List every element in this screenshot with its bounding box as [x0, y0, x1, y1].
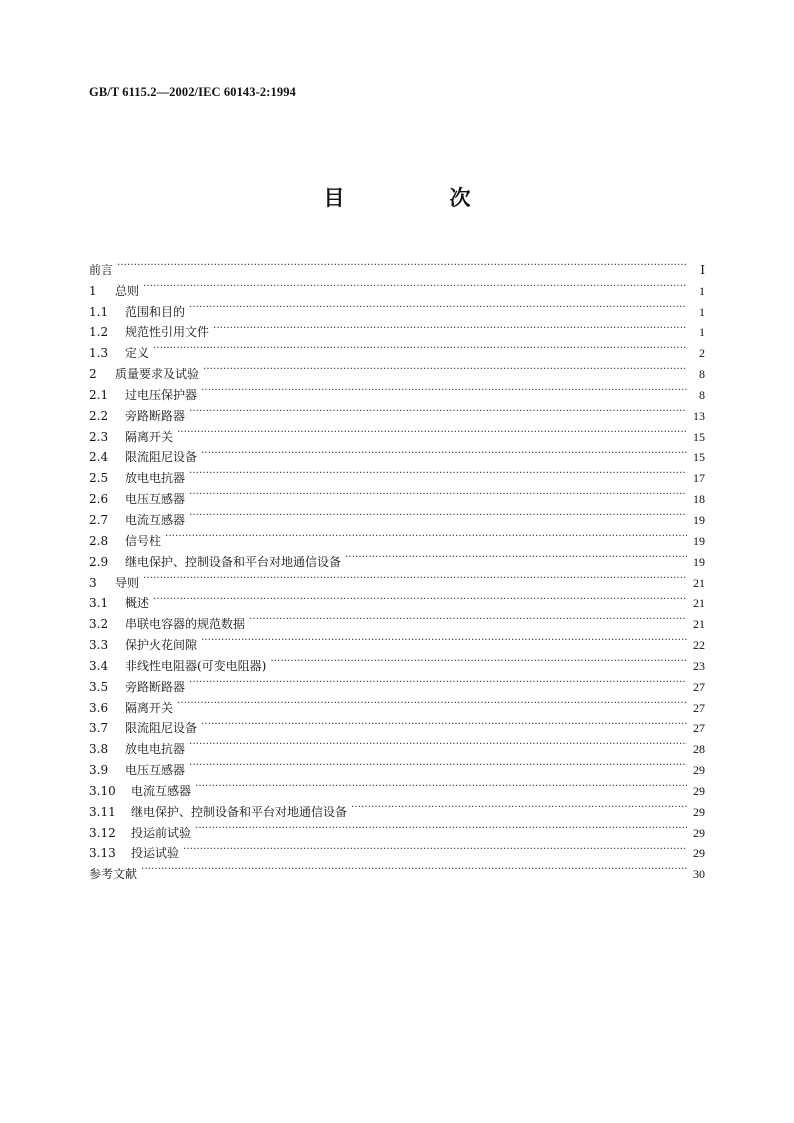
- toc-entry[interactable]: [89, 295, 705, 319]
- toc-dot-leader: [189, 503, 687, 524]
- toc-entry-label: 导则: [115, 575, 140, 590]
- toc-entry-page-number: 23: [693, 658, 705, 673]
- toc-dot-leader: [345, 545, 687, 566]
- toc-entry-label: 隔离开关: [125, 429, 174, 444]
- toc-entry-number: 3: [89, 575, 97, 590]
- toc-dot-leader: [143, 274, 687, 295]
- table-of-contents: [89, 253, 705, 882]
- toc-entry-label: 限流阻尼设备: [125, 721, 198, 736]
- toc-entry-label: 前言: [89, 262, 114, 277]
- toc-dot-leader: [189, 461, 687, 482]
- toc-dot-leader: [270, 649, 687, 670]
- toc-entry-label: 质量要求及试验: [115, 367, 200, 382]
- toc-entry-number: 2.4: [89, 450, 109, 465]
- toc-dot-leader: [201, 628, 687, 649]
- toc-entry-label: 限流阻尼设备: [125, 450, 198, 465]
- toc-entry-number: 2.9: [89, 554, 109, 569]
- toc-entry[interactable]: [89, 336, 705, 361]
- toc-entry-number: 3.13: [89, 846, 116, 861]
- toc-entry[interactable]: [89, 420, 705, 444]
- toc-entry-number: 1.2: [89, 325, 109, 340]
- toc-entry-label: 范围和目的: [125, 304, 186, 319]
- toc-entry-number: 2.8: [89, 533, 109, 548]
- toc-entry-label: 电流互感器: [131, 783, 192, 798]
- toc-entry-page-number: 27: [693, 700, 705, 715]
- toc-entry-number: 1.1: [89, 304, 109, 319]
- toc-entry-page-number: 29: [693, 783, 705, 798]
- toc-entry[interactable]: [89, 587, 705, 611]
- toc-entry-page-number: 15: [693, 429, 705, 444]
- toc-entry-number: 3.1: [89, 596, 109, 611]
- toc-entry-page-number: 29: [693, 763, 705, 778]
- toc-dot-leader: [189, 753, 687, 774]
- toc-entry[interactable]: [89, 274, 705, 298]
- toc-entry[interactable]: [89, 524, 705, 548]
- toc-entry-page-number: 18: [693, 492, 705, 507]
- toc-entry-label: 电压互感器: [125, 492, 186, 507]
- toc-entry-page-number: 1: [699, 304, 705, 319]
- toc-entry-page-number: 1: [699, 283, 705, 298]
- toc-entry-number: 3.10: [89, 783, 116, 798]
- toc-entry-page-number: 8: [699, 367, 705, 382]
- toc-entry-label: 旁路断路器: [125, 679, 186, 694]
- toc-entry-number: 3.12: [89, 825, 116, 840]
- toc-dot-leader: [153, 587, 687, 608]
- toc-entry[interactable]: [89, 441, 705, 465]
- toc-entry-number: 2.6: [89, 492, 109, 507]
- toc-entry-page-number: 22: [693, 638, 705, 653]
- toc-dot-leader: [203, 357, 687, 378]
- toc-dot-leader: [195, 816, 687, 837]
- toc-entry-page-number: 21: [693, 575, 705, 590]
- toc-dot-leader: [165, 524, 687, 545]
- toc-entry-page-number: 30: [693, 867, 705, 882]
- toc-entry-number: 2.1: [89, 387, 109, 402]
- toc-entry-label: 电压互感器: [125, 763, 186, 778]
- toc-entry-page-number: 2: [699, 346, 705, 361]
- toc-entry-label: 保护火花间隙: [125, 638, 198, 653]
- toc-entry-page-number: 8: [699, 387, 705, 402]
- toc-entry-label: 继电保护、控制设备和平台对地通信设备: [125, 554, 342, 569]
- toc-dot-leader: [189, 670, 687, 691]
- toc-entry-page-number: 29: [693, 825, 705, 840]
- toc-entry-number: 3.8: [89, 742, 109, 757]
- toc-dot-leader: [213, 316, 687, 337]
- toc-entry-label: 信号柱: [125, 533, 162, 548]
- toc-entry[interactable]: [89, 545, 705, 569]
- toc-dot-leader: [201, 378, 687, 399]
- toc-entry-number: 1: [89, 283, 97, 298]
- toc-dot-leader: [189, 482, 687, 503]
- toc-entry[interactable]: [89, 253, 705, 277]
- toc-dot-leader: [177, 691, 687, 712]
- toc-entry-label: 非线性电阻器(可变电阻器): [125, 658, 267, 673]
- toc-dot-leader: [141, 857, 687, 878]
- toc-entry-label: 参考文献: [89, 867, 138, 882]
- toc-entry-number: 3.7: [89, 721, 109, 736]
- toc-entry-number: 2.3: [89, 429, 109, 444]
- toc-dot-leader: [189, 732, 687, 753]
- toc-entry-page-number: 15: [693, 450, 705, 465]
- toc-entry-page-number: 27: [693, 679, 705, 694]
- toc-dot-leader: [195, 774, 687, 795]
- toc-entry-label: 旁路断路器: [125, 408, 186, 423]
- toc-entry-page-number: 17: [693, 471, 705, 486]
- toc-entry-number: 2.7: [89, 512, 109, 527]
- toc-dot-leader: [249, 607, 687, 628]
- toc-entry-label: 串联电容器的规范数据: [125, 617, 246, 632]
- toc-entry-page-number: 19: [693, 533, 705, 548]
- toc-entry[interactable]: [89, 607, 705, 632]
- toc-entry-page-number: 29: [693, 846, 705, 861]
- toc-entry-label: 放电电抗器: [125, 471, 186, 486]
- toc-entry[interactable]: [89, 691, 705, 715]
- toc-entry-number: 3.5: [89, 679, 109, 694]
- page-title: 目 次: [323, 186, 513, 210]
- toc-entry[interactable]: [89, 566, 705, 590]
- toc-entry-label: 隔离开关: [125, 700, 174, 715]
- toc-entry-label: 继电保护、控制设备和平台对地通信设备: [131, 804, 348, 819]
- toc-entry-page-number: 28: [693, 742, 705, 757]
- toc-entry[interactable]: [89, 857, 705, 882]
- toc-dot-leader: [189, 295, 687, 316]
- toc-entry-number: 2.2: [89, 408, 109, 423]
- toc-entry-label: 电流互感器: [125, 512, 186, 527]
- toc-entry-page-number: 27: [693, 721, 705, 736]
- toc-entry-number: 3.11: [89, 804, 116, 819]
- toc-entry-label: 投运试验: [131, 846, 180, 861]
- standard-code-header: GB/T 6115.2—2002/IEC 60143-2:1994: [89, 85, 296, 99]
- toc-dot-leader: [153, 336, 687, 357]
- toc-dot-leader: [117, 253, 687, 274]
- toc-entry-label: 定义: [125, 346, 150, 361]
- toc-entry-number: 3.6: [89, 700, 109, 715]
- toc-dot-leader: [201, 441, 687, 462]
- toc-entry-label: 总则: [115, 283, 140, 298]
- toc-entry-number: 3.2: [89, 617, 109, 632]
- toc-entry-number: 3.4: [89, 658, 109, 673]
- toc-dot-leader: [201, 712, 687, 733]
- toc-entry[interactable]: [89, 712, 705, 736]
- toc-entry-label: 过电压保护器: [125, 387, 198, 402]
- toc-entry-label: 投运前试验: [131, 825, 192, 840]
- toc-entry-page-number: 21: [693, 596, 705, 611]
- toc-entry-page-number: 19: [693, 512, 705, 527]
- toc-dot-leader: [177, 420, 687, 441]
- toc-dot-leader: [183, 837, 687, 858]
- toc-dot-leader: [351, 795, 687, 816]
- toc-entry-label: 放电电抗器: [125, 742, 186, 757]
- toc-entry[interactable]: [89, 357, 705, 382]
- toc-entry-label: 规范性引用文件: [125, 325, 210, 340]
- toc-entry-number: 3.3: [89, 638, 109, 653]
- toc-entry-page-number: 21: [693, 617, 705, 632]
- toc-entry-page-number: 1: [699, 325, 705, 340]
- toc-entry-page-number: 29: [693, 804, 705, 819]
- toc-entry-page-number: 19: [693, 554, 705, 569]
- toc-dot-leader: [189, 399, 687, 420]
- toc-entry-page-number: 13: [693, 408, 705, 423]
- toc-entry-label: 概述: [125, 596, 150, 611]
- toc-entry-number: 3.9: [89, 763, 109, 778]
- toc-entry-number: 2: [89, 367, 97, 382]
- toc-entry-page-number: Ⅰ: [700, 262, 705, 277]
- toc-entry-number: 2.5: [89, 471, 109, 486]
- toc-entry-number: 1.3: [89, 346, 109, 361]
- toc-dot-leader: [143, 566, 687, 587]
